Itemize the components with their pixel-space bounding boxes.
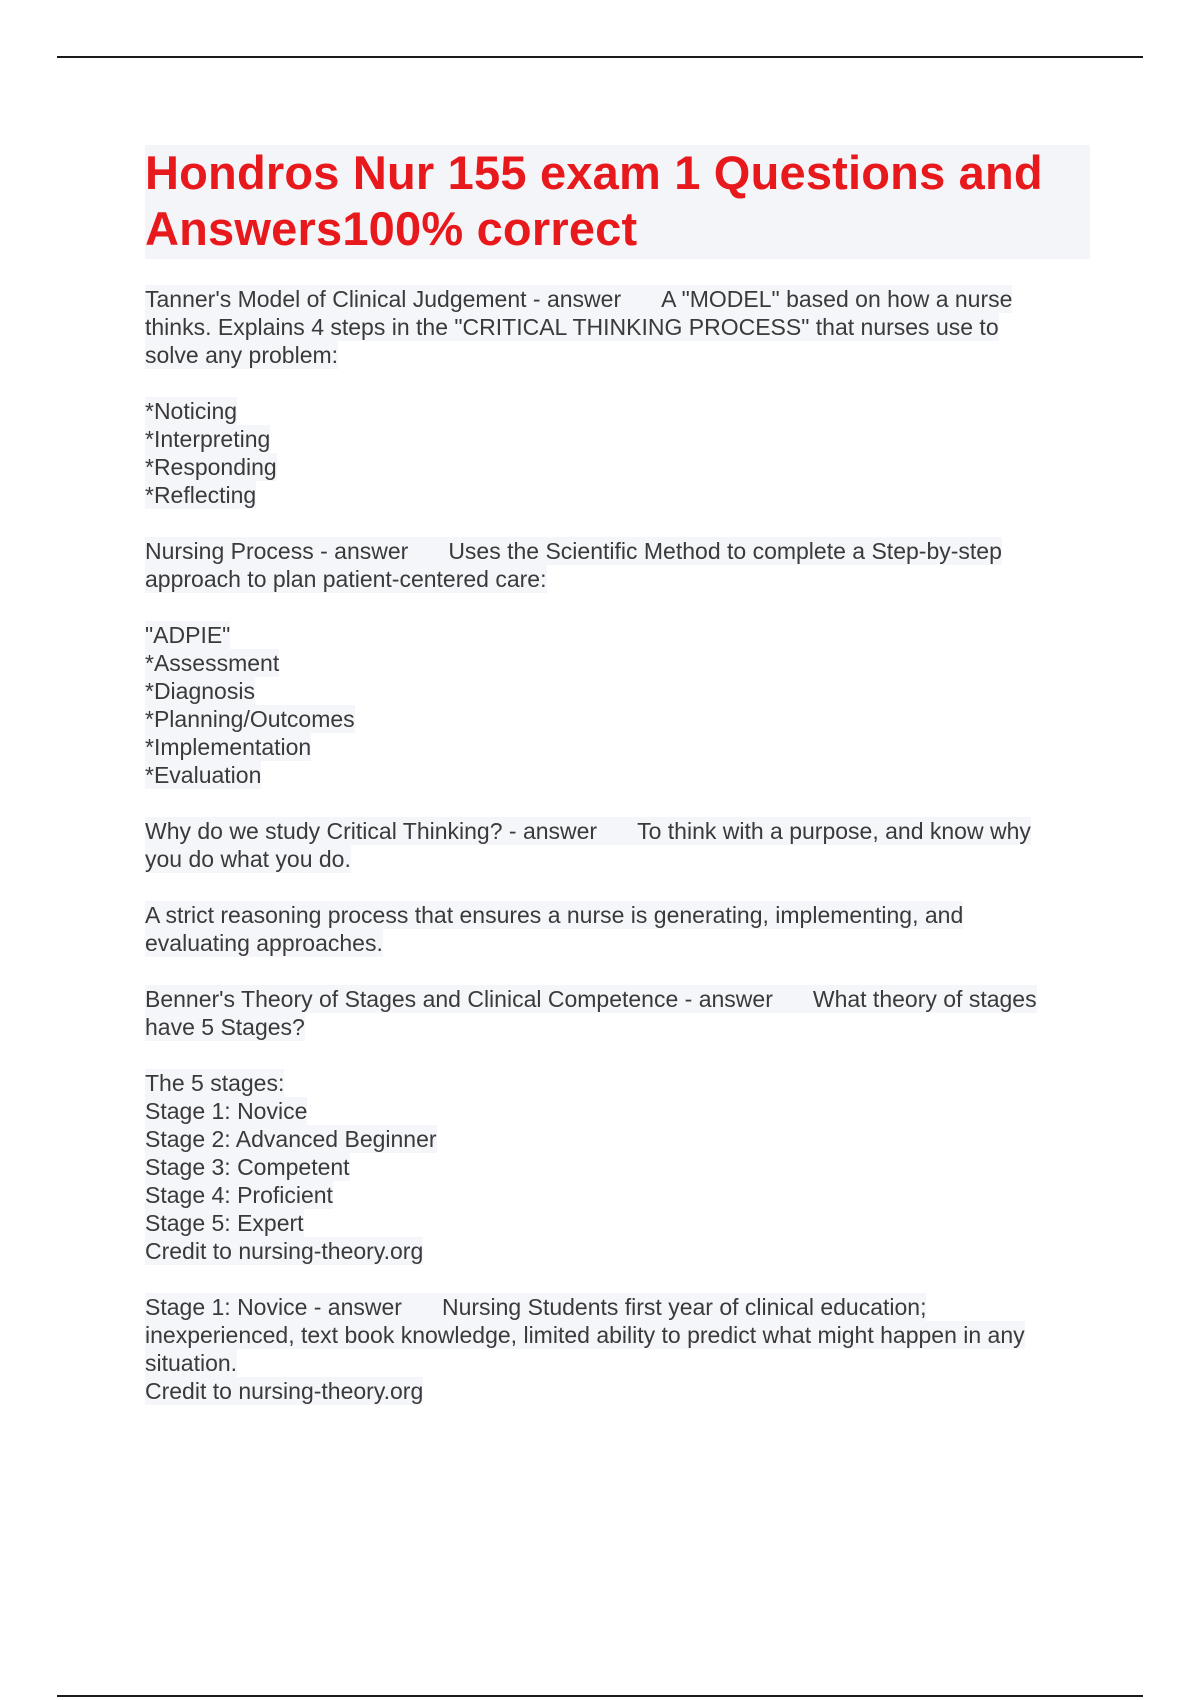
question-text: Why do we study Critical Thinking? - answer (145, 818, 598, 844)
answer-line: you do what you do. (145, 846, 351, 872)
title-line-2: Answers100% correct (145, 202, 638, 255)
question-text: Benner's Theory of Stages and Clinical Competence - answer (145, 986, 773, 1012)
answer-line: inexperienced, text book knowledge, limited ability to predict what might happen in any (145, 1322, 1025, 1348)
list-item: Stage 1: Novice (145, 1098, 308, 1124)
qa-tanners-model (145, 285, 1090, 509)
answer-text: Nursing Students first year of clinical education; (441, 1294, 927, 1320)
list-item: *Responding (145, 454, 277, 480)
list-item: Stage 3: Competent (145, 1154, 350, 1180)
credit-line: Credit to nursing-theory.org (145, 1238, 424, 1264)
qa-line (145, 1293, 926, 1321)
list-item: Stage 5: Expert (145, 1210, 304, 1236)
question-text: Stage 1: Novice - answer (145, 1294, 402, 1320)
document-body (145, 145, 1090, 1405)
question-text: Nursing Process - answer (145, 538, 409, 564)
qa-line (145, 817, 1031, 845)
question-text: Tanner's Model of Clinical Judgement - answer (145, 286, 622, 312)
list-item: Stage 4: Proficient (145, 1182, 333, 1208)
top-rule (57, 56, 1143, 58)
answer-line: approach to plan patient-centered care: (145, 566, 547, 592)
list-item: Stage 2: Advanced Beginner (145, 1126, 437, 1152)
bottom-rule (57, 1695, 1143, 1697)
list-item: *Implementation (145, 734, 312, 760)
list-item: *Evaluation (145, 762, 262, 788)
answer-line: thinks. Explains 4 steps in the "CRITICAL THINKING PROCESS" that nurses use to (145, 314, 999, 340)
answer-line: A strict reasoning process that ensures a nurse is generating, implementing, and (145, 902, 964, 928)
list-item: *Planning/Outcomes (145, 706, 355, 732)
title-line-1: Hondros Nur 155 exam 1 Questions and (145, 146, 1043, 199)
answer-text: What theory of stages (812, 986, 1037, 1012)
list-item: The 5 stages: (145, 1070, 285, 1096)
qa-line (145, 985, 1037, 1013)
answer-text: A "MODEL" based on how a nurse (661, 286, 1013, 312)
answer-line: have 5 Stages? (145, 1014, 305, 1040)
list-item: *Reflecting (145, 482, 257, 508)
answer-line: situation. (145, 1350, 238, 1376)
answer-line: solve any problem: (145, 342, 339, 368)
credit-line: Credit to nursing-theory.org (145, 1378, 424, 1404)
list-item: *Diagnosis (145, 678, 255, 704)
qa-critical-thinking (145, 817, 1090, 957)
answer-text: To think with a purpose, and know why (637, 818, 1031, 844)
qa-stage-1-novice (145, 1293, 1090, 1405)
list-item: *Noticing (145, 398, 238, 424)
title-block (145, 145, 1090, 259)
list-item: *Interpreting (145, 426, 271, 452)
list-item: "ADPIE" (145, 622, 231, 648)
qa-benners-theory (145, 985, 1090, 1265)
answer-text: Uses the Scientific Method to complete a Step-by-step (448, 538, 1002, 564)
qa-nursing-process (145, 537, 1090, 789)
list-item: *Assessment (145, 650, 280, 676)
answer-line: evaluating approaches. (145, 930, 383, 956)
document-title (145, 145, 1090, 257)
qa-line (145, 537, 1002, 565)
qa-line (145, 285, 1012, 313)
